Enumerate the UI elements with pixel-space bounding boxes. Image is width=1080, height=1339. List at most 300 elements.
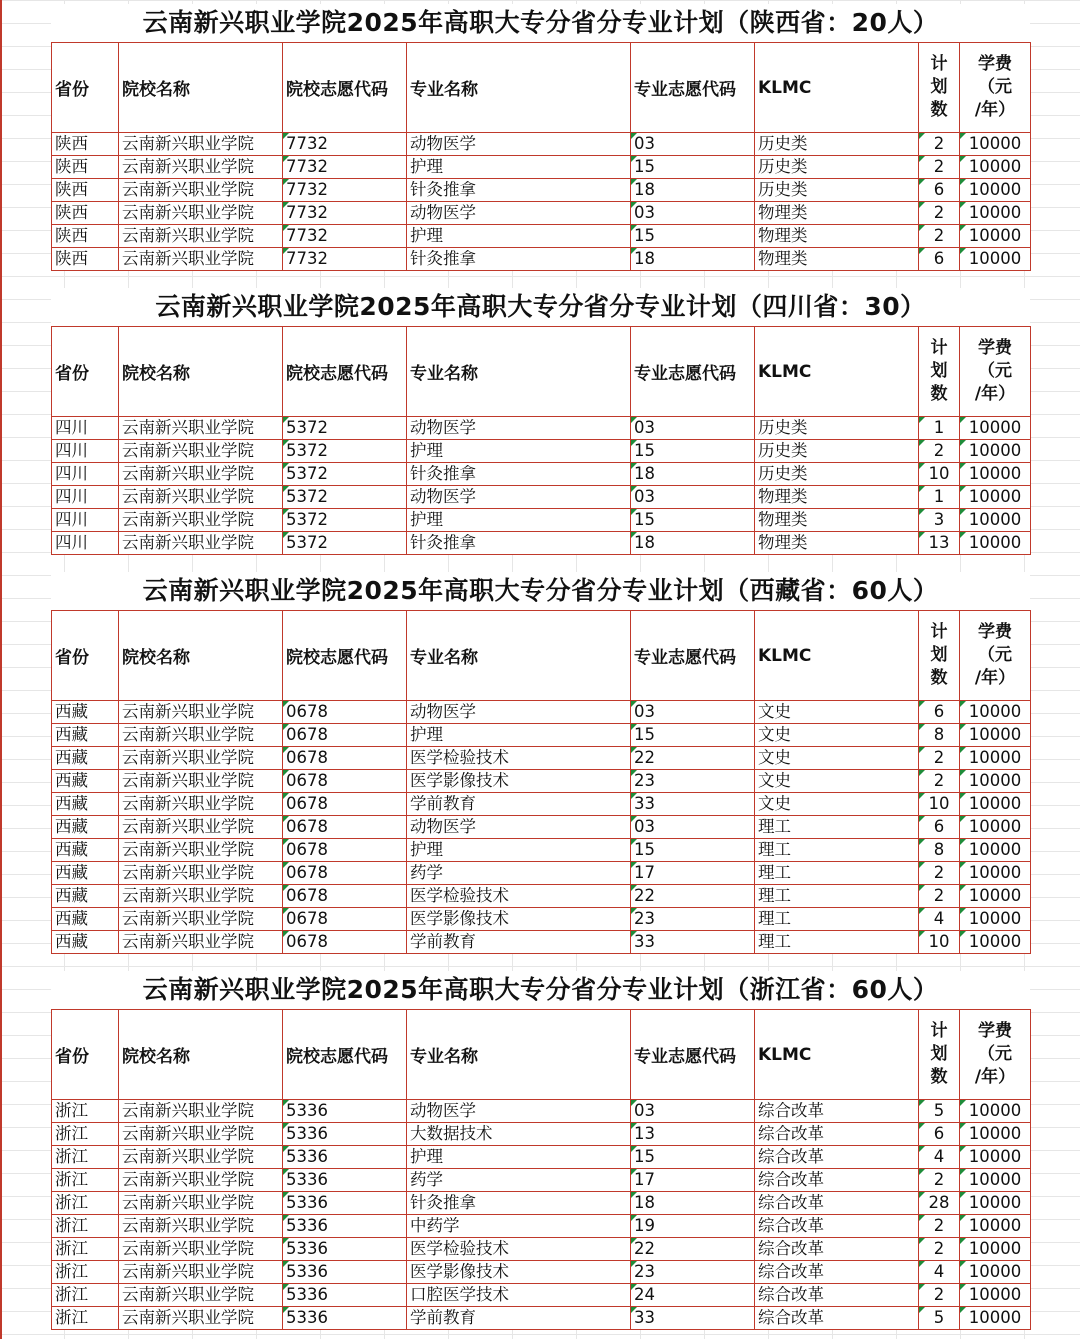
cell-major-name[interactable]: 医学影像技术	[407, 908, 631, 931]
cell-school-code[interactable]: 0678	[283, 816, 407, 839]
header-klmc[interactable]: KLMC	[755, 327, 919, 417]
header-province[interactable]: 省份	[52, 43, 119, 133]
cell-school-code[interactable]: 0678	[283, 908, 407, 931]
cell-klmc[interactable]: 历史类	[755, 440, 919, 463]
cell-klmc[interactable]: 理工	[755, 816, 919, 839]
header-school-code[interactable]: 院校志愿代码	[283, 1010, 407, 1100]
cell-province[interactable]: 四川	[52, 532, 119, 555]
cell-klmc[interactable]: 综合改革	[755, 1261, 919, 1284]
cell-province[interactable]: 西藏	[52, 701, 119, 724]
cell-school-name[interactable]: 云南新兴职业学院	[119, 862, 283, 885]
cell-province[interactable]: 西藏	[52, 747, 119, 770]
cell-province[interactable]: 四川	[52, 417, 119, 440]
cell-school-code[interactable]: 7732	[283, 202, 407, 225]
cell-major-code[interactable]: 15	[631, 724, 755, 747]
cell-plan-count[interactable]: 2	[919, 1215, 960, 1238]
cell-school-name[interactable]: 云南新兴职业学院	[119, 839, 283, 862]
cell-tuition[interactable]: 10000	[960, 1238, 1031, 1261]
cell-major-code[interactable]: 22	[631, 885, 755, 908]
cell-plan-count[interactable]: 4	[919, 1146, 960, 1169]
cell-major-name[interactable]: 医学检验技术	[407, 747, 631, 770]
cell-major-name[interactable]: 医学影像技术	[407, 770, 631, 793]
cell-plan-count[interactable]: 2	[919, 885, 960, 908]
cell-school-code[interactable]: 0678	[283, 701, 407, 724]
cell-klmc[interactable]: 综合改革	[755, 1238, 919, 1261]
cell-klmc[interactable]: 文史	[755, 770, 919, 793]
cell-province[interactable]: 西藏	[52, 885, 119, 908]
header-klmc[interactable]: KLMC	[755, 611, 919, 701]
header-major-code[interactable]: 专业志愿代码	[631, 327, 755, 417]
cell-plan-count[interactable]: 6	[919, 816, 960, 839]
cell-major-code[interactable]: 18	[631, 532, 755, 555]
cell-province[interactable]: 陕西	[52, 133, 119, 156]
cell-major-code[interactable]: 15	[631, 509, 755, 532]
cell-province[interactable]: 陕西	[52, 202, 119, 225]
header-school-name[interactable]: 院校名称	[119, 1010, 283, 1100]
cell-province[interactable]: 西藏	[52, 931, 119, 954]
cell-plan-count[interactable]: 5	[919, 1100, 960, 1123]
header-plan-count[interactable]	[919, 1010, 960, 1100]
cell-school-name[interactable]: 云南新兴职业学院	[119, 908, 283, 931]
cell-plan-count[interactable]: 8	[919, 839, 960, 862]
cell-school-code[interactable]: 0678	[283, 931, 407, 954]
cell-major-name[interactable]: 口腔医学技术	[407, 1284, 631, 1307]
cell-klmc[interactable]: 理工	[755, 885, 919, 908]
cell-province[interactable]: 浙江	[52, 1307, 119, 1330]
cell-major-code[interactable]: 15	[631, 440, 755, 463]
cell-school-name[interactable]: 云南新兴职业学院	[119, 463, 283, 486]
cell-plan-count[interactable]: 2	[919, 862, 960, 885]
header-school-code[interactable]: 院校志愿代码	[283, 327, 407, 417]
cell-school-code[interactable]: 0678	[283, 862, 407, 885]
header-major-code[interactable]: 专业志愿代码	[631, 611, 755, 701]
cell-province[interactable]: 浙江	[52, 1284, 119, 1307]
cell-plan-count[interactable]: 6	[919, 179, 960, 202]
cell-school-name[interactable]: 云南新兴职业学院	[119, 1284, 283, 1307]
cell-major-code[interactable]: 18	[631, 179, 755, 202]
cell-major-code[interactable]: 18	[631, 248, 755, 271]
cell-major-name[interactable]: 医学影像技术	[407, 1261, 631, 1284]
cell-major-name[interactable]: 针灸推拿	[407, 179, 631, 202]
cell-school-code[interactable]: 7732	[283, 133, 407, 156]
cell-school-code[interactable]: 5336	[283, 1169, 407, 1192]
table-row	[52, 509, 1031, 532]
cell-major-name[interactable]: 动物医学	[407, 701, 631, 724]
cell-school-name[interactable]: 云南新兴职业学院	[119, 701, 283, 724]
cell-major-code[interactable]: 23	[631, 770, 755, 793]
cell-klmc[interactable]: 综合改革	[755, 1169, 919, 1192]
cell-klmc[interactable]: 综合改革	[755, 1100, 919, 1123]
cell-major-code[interactable]: 22	[631, 747, 755, 770]
cell-province[interactable]: 西藏	[52, 793, 119, 816]
cell-major-name[interactable]: 药学	[407, 862, 631, 885]
header-klmc[interactable]: KLMC	[755, 1010, 919, 1100]
cell-province[interactable]: 西藏	[52, 839, 119, 862]
cell-school-name[interactable]: 云南新兴职业学院	[119, 770, 283, 793]
cell-school-code[interactable]: 5372	[283, 463, 407, 486]
cell-tuition[interactable]: 10000	[960, 532, 1031, 555]
cell-school-name[interactable]: 云南新兴职业学院	[119, 509, 283, 532]
cell-klmc[interactable]: 历史类	[755, 463, 919, 486]
cell-school-code[interactable]: 5372	[283, 417, 407, 440]
cell-plan-count[interactable]: 2	[919, 747, 960, 770]
cell-tuition[interactable]: 10000	[960, 724, 1031, 747]
cell-tuition[interactable]: 10000	[960, 486, 1031, 509]
cell-plan-count[interactable]: 2	[919, 770, 960, 793]
header-line: （元	[978, 1044, 1012, 1064]
cell-school-code[interactable]: 5336	[283, 1192, 407, 1215]
cell-tuition[interactable]: 10000	[960, 156, 1031, 179]
cell-major-name[interactable]: 针灸推拿	[407, 248, 631, 271]
cell-school-code[interactable]: 5336	[283, 1123, 407, 1146]
table-row	[52, 1146, 1031, 1169]
cell-tuition[interactable]: 10000	[960, 463, 1031, 486]
cell-tuition[interactable]: 10000	[960, 1169, 1031, 1192]
cell-plan-count[interactable]: 10	[919, 463, 960, 486]
cell-klmc[interactable]: 历史类	[755, 417, 919, 440]
cell-plan-count[interactable]: 6	[919, 248, 960, 271]
header-major-name[interactable]: 专业名称	[407, 611, 631, 701]
cell-klmc[interactable]: 历史类	[755, 133, 919, 156]
cell-plan-count[interactable]: 2	[919, 202, 960, 225]
cell-klmc[interactable]: 历史类	[755, 179, 919, 202]
cell-school-name[interactable]: 云南新兴职业学院	[119, 532, 283, 555]
cell-school-code[interactable]: 5372	[283, 486, 407, 509]
cell-major-code[interactable]: 33	[631, 793, 755, 816]
cell-klmc[interactable]: 文史	[755, 793, 919, 816]
cell-klmc[interactable]: 综合改革	[755, 1307, 919, 1330]
cell-plan-count[interactable]: 1	[919, 486, 960, 509]
cell-tuition[interactable]: 10000	[960, 770, 1031, 793]
cell-major-code[interactable]: 03	[631, 417, 755, 440]
cell-major-name[interactable]: 药学	[407, 1169, 631, 1192]
cell-major-code[interactable]: 18	[631, 463, 755, 486]
cell-major-code[interactable]: 03	[631, 1100, 755, 1123]
cell-klmc[interactable]: 理工	[755, 862, 919, 885]
cell-school-name[interactable]: 云南新兴职业学院	[119, 179, 283, 202]
cell-province[interactable]: 西藏	[52, 816, 119, 839]
cell-school-code[interactable]: 0678	[283, 839, 407, 862]
cell-plan-count[interactable]: 8	[919, 724, 960, 747]
cell-tuition[interactable]: 10000	[960, 862, 1031, 885]
cell-school-code[interactable]: 5336	[283, 1284, 407, 1307]
cell-province[interactable]: 陕西	[52, 248, 119, 271]
cell-tuition[interactable]: 10000	[960, 793, 1031, 816]
cell-school-name[interactable]: 云南新兴职业学院	[119, 747, 283, 770]
cell-klmc[interactable]: 物理类	[755, 486, 919, 509]
cell-school-name[interactable]: 云南新兴职业学院	[119, 885, 283, 908]
cell-plan-count[interactable]: 10	[919, 793, 960, 816]
cell-province[interactable]: 四川	[52, 509, 119, 532]
cell-plan-count[interactable]: 2	[919, 225, 960, 248]
header-tuition[interactable]	[960, 611, 1031, 701]
header-school-code[interactable]: 院校志愿代码	[283, 43, 407, 133]
cell-major-name[interactable]: 动物医学	[407, 417, 631, 440]
cell-school-code[interactable]: 5336	[283, 1238, 407, 1261]
header-major-code[interactable]: 专业志愿代码	[631, 1010, 755, 1100]
header-major-code[interactable]: 专业志愿代码	[631, 43, 755, 133]
cell-school-name[interactable]: 云南新兴职业学院	[119, 133, 283, 156]
cell-plan-count[interactable]: 5	[919, 1307, 960, 1330]
cell-plan-count[interactable]: 4	[919, 908, 960, 931]
cell-school-code[interactable]: 5336	[283, 1307, 407, 1330]
cell-school-name[interactable]: 云南新兴职业学院	[119, 1238, 283, 1261]
cell-plan-count[interactable]: 28	[919, 1192, 960, 1215]
cell-plan-count[interactable]: 2	[919, 1169, 960, 1192]
header-line: 学费	[978, 1021, 1012, 1041]
cell-tuition[interactable]: 10000	[960, 509, 1031, 532]
cell-tuition[interactable]: 10000	[960, 179, 1031, 202]
header-province[interactable]: 省份	[52, 327, 119, 417]
cell-klmc[interactable]: 理工	[755, 931, 919, 954]
cell-major-name[interactable]: 动物医学	[407, 202, 631, 225]
cell-school-name[interactable]: 云南新兴职业学院	[119, 816, 283, 839]
cell-tuition[interactable]: 10000	[960, 133, 1031, 156]
cell-major-name[interactable]: 护理	[407, 509, 631, 532]
cell-school-name[interactable]: 云南新兴职业学院	[119, 931, 283, 954]
cell-tuition[interactable]: 10000	[960, 248, 1031, 271]
cell-major-name[interactable]: 大数据技术	[407, 1123, 631, 1146]
cell-major-name[interactable]: 学前教育	[407, 931, 631, 954]
cell-major-name[interactable]: 针灸推拿	[407, 463, 631, 486]
cell-klmc[interactable]: 物理类	[755, 248, 919, 271]
cell-plan-count[interactable]: 2	[919, 1238, 960, 1261]
cell-province[interactable]: 四川	[52, 463, 119, 486]
cell-province[interactable]: 浙江	[52, 1169, 119, 1192]
cell-province[interactable]: 西藏	[52, 908, 119, 931]
cell-major-code[interactable]: 13	[631, 1123, 755, 1146]
cell-school-code[interactable]: 7732	[283, 225, 407, 248]
cell-school-name[interactable]: 云南新兴职业学院	[119, 1100, 283, 1123]
cell-tuition[interactable]: 10000	[960, 816, 1031, 839]
cell-major-name[interactable]: 动物医学	[407, 133, 631, 156]
cell-tuition[interactable]: 10000	[960, 1123, 1031, 1146]
cell-tuition[interactable]: 10000	[960, 1192, 1031, 1215]
cell-province[interactable]: 陕西	[52, 179, 119, 202]
cell-major-code[interactable]: 03	[631, 816, 755, 839]
cell-major-code[interactable]: 03	[631, 486, 755, 509]
cell-school-name[interactable]: 云南新兴职业学院	[119, 486, 283, 509]
cell-klmc[interactable]: 物理类	[755, 532, 919, 555]
cell-klmc[interactable]: 理工	[755, 908, 919, 931]
cell-tuition[interactable]: 10000	[960, 202, 1031, 225]
cell-province[interactable]: 浙江	[52, 1192, 119, 1215]
cell-major-name[interactable]: 动物医学	[407, 486, 631, 509]
cell-major-name[interactable]: 护理	[407, 1146, 631, 1169]
cell-major-code[interactable]: 17	[631, 862, 755, 885]
cell-tuition[interactable]: 10000	[960, 885, 1031, 908]
cell-major-code[interactable]: 23	[631, 908, 755, 931]
cell-school-name[interactable]: 云南新兴职业学院	[119, 1215, 283, 1238]
cell-major-name[interactable]: 针灸推拿	[407, 1192, 631, 1215]
header-plan-count[interactable]	[919, 611, 960, 701]
header-school-code[interactable]: 院校志愿代码	[283, 611, 407, 701]
cell-school-name[interactable]: 云南新兴职业学院	[119, 248, 283, 271]
cell-school-name[interactable]: 云南新兴职业学院	[119, 1261, 283, 1284]
cell-plan-count[interactable]: 6	[919, 701, 960, 724]
cell-major-code[interactable]: 23	[631, 1261, 755, 1284]
cell-school-name[interactable]: 云南新兴职业学院	[119, 202, 283, 225]
cell-province[interactable]: 浙江	[52, 1261, 119, 1284]
cell-school-code[interactable]: 5336	[283, 1100, 407, 1123]
cell-school-code[interactable]: 5336	[283, 1261, 407, 1284]
cell-major-code[interactable]: 15	[631, 839, 755, 862]
cell-major-code[interactable]: 33	[631, 931, 755, 954]
cell-school-code[interactable]: 0678	[283, 747, 407, 770]
cell-tuition[interactable]: 10000	[960, 1215, 1031, 1238]
cell-major-code[interactable]: 03	[631, 133, 755, 156]
cell-school-name[interactable]: 云南新兴职业学院	[119, 1123, 283, 1146]
header-province[interactable]: 省份	[52, 611, 119, 701]
cell-school-code[interactable]: 0678	[283, 770, 407, 793]
cell-school-name[interactable]: 云南新兴职业学院	[119, 793, 283, 816]
cell-major-code[interactable]: 03	[631, 701, 755, 724]
cell-school-name[interactable]: 云南新兴职业学院	[119, 156, 283, 179]
cell-major-name[interactable]: 动物医学	[407, 1100, 631, 1123]
cell-major-name[interactable]: 中药学	[407, 1215, 631, 1238]
cell-major-code[interactable]: 17	[631, 1169, 755, 1192]
cell-klmc[interactable]: 综合改革	[755, 1215, 919, 1238]
cell-klmc[interactable]: 文史	[755, 747, 919, 770]
cell-major-code[interactable]: 15	[631, 225, 755, 248]
cell-province[interactable]: 浙江	[52, 1123, 119, 1146]
cell-school-code[interactable]: 0678	[283, 793, 407, 816]
header-major-name[interactable]: 专业名称	[407, 1010, 631, 1100]
cell-province[interactable]: 浙江	[52, 1146, 119, 1169]
cell-tuition[interactable]: 10000	[960, 747, 1031, 770]
cell-province[interactable]: 浙江	[52, 1238, 119, 1261]
cell-klmc[interactable]: 物理类	[755, 202, 919, 225]
cell-tuition[interactable]: 10000	[960, 440, 1031, 463]
cell-major-code[interactable]: 18	[631, 1192, 755, 1215]
cell-plan-count[interactable]: 2	[919, 1284, 960, 1307]
cell-tuition[interactable]: 10000	[960, 931, 1031, 954]
header-klmc[interactable]: KLMC	[755, 43, 919, 133]
cell-plan-count[interactable]: 3	[919, 509, 960, 532]
cell-klmc[interactable]: 综合改革	[755, 1284, 919, 1307]
header-major-name[interactable]: 专业名称	[407, 43, 631, 133]
cell-tuition[interactable]: 10000	[960, 1284, 1031, 1307]
cell-school-name[interactable]: 云南新兴职业学院	[119, 440, 283, 463]
cell-school-name[interactable]: 云南新兴职业学院	[119, 225, 283, 248]
cell-tuition[interactable]: 10000	[960, 225, 1031, 248]
cell-school-code[interactable]: 0678	[283, 885, 407, 908]
cell-plan-count[interactable]: 6	[919, 1123, 960, 1146]
cell-province[interactable]: 西藏	[52, 862, 119, 885]
cell-school-code[interactable]: 5336	[283, 1215, 407, 1238]
cell-major-name[interactable]: 学前教育	[407, 793, 631, 816]
cell-school-code[interactable]: 7732	[283, 179, 407, 202]
cell-tuition[interactable]: 10000	[960, 701, 1031, 724]
cell-major-name[interactable]: 医学检验技术	[407, 1238, 631, 1261]
cell-school-name[interactable]: 云南新兴职业学院	[119, 1307, 283, 1330]
cell-school-code[interactable]: 5372	[283, 509, 407, 532]
header-school-name[interactable]: 院校名称	[119, 43, 283, 133]
cell-province[interactable]: 西藏	[52, 724, 119, 747]
cell-province[interactable]: 浙江	[52, 1100, 119, 1123]
cell-province[interactable]: 四川	[52, 486, 119, 509]
cell-province[interactable]: 西藏	[52, 770, 119, 793]
header-tuition[interactable]	[960, 43, 1031, 133]
cell-klmc[interactable]: 综合改革	[755, 1123, 919, 1146]
cell-major-code[interactable]: 15	[631, 156, 755, 179]
cell-major-name[interactable]: 护理	[407, 225, 631, 248]
cell-plan-count[interactable]: 2	[919, 156, 960, 179]
header-tuition[interactable]	[960, 327, 1031, 417]
cell-major-name[interactable]: 动物医学	[407, 816, 631, 839]
cell-tuition[interactable]: 10000	[960, 1100, 1031, 1123]
header-province[interactable]: 省份	[52, 1010, 119, 1100]
cell-klmc[interactable]: 综合改革	[755, 1146, 919, 1169]
header-major-name[interactable]: 专业名称	[407, 327, 631, 417]
cell-school-name[interactable]: 云南新兴职业学院	[119, 1192, 283, 1215]
header-school-name[interactable]: 院校名称	[119, 611, 283, 701]
cell-major-name[interactable]: 护理	[407, 724, 631, 747]
cell-major-name[interactable]: 医学检验技术	[407, 885, 631, 908]
cell-plan-count[interactable]: 1	[919, 417, 960, 440]
cell-province[interactable]: 浙江	[52, 1215, 119, 1238]
cell-major-name[interactable]: 护理	[407, 440, 631, 463]
cell-klmc[interactable]: 理工	[755, 839, 919, 862]
cell-major-name[interactable]: 针灸推拿	[407, 532, 631, 555]
cell-school-code[interactable]: 5336	[283, 1146, 407, 1169]
cell-klmc[interactable]: 历史类	[755, 156, 919, 179]
cell-klmc[interactable]: 综合改革	[755, 1192, 919, 1215]
cell-plan-count[interactable]: 2	[919, 440, 960, 463]
header-plan-count[interactable]	[919, 327, 960, 417]
cell-school-code[interactable]: 7732	[283, 248, 407, 271]
cell-major-code[interactable]: 24	[631, 1284, 755, 1307]
cell-tuition[interactable]: 10000	[960, 1146, 1031, 1169]
cell-major-name[interactable]: 护理	[407, 839, 631, 862]
cell-major-code[interactable]: 22	[631, 1238, 755, 1261]
cell-major-code[interactable]: 19	[631, 1215, 755, 1238]
cell-klmc[interactable]: 物理类	[755, 509, 919, 532]
cell-school-name[interactable]: 云南新兴职业学院	[119, 1169, 283, 1192]
cell-plan-count[interactable]: 13	[919, 532, 960, 555]
cell-tuition[interactable]: 10000	[960, 908, 1031, 931]
cell-plan-count[interactable]: 2	[919, 133, 960, 156]
cell-school-code[interactable]: 5372	[283, 440, 407, 463]
header-school-name[interactable]: 院校名称	[119, 327, 283, 417]
cell-klmc[interactable]: 物理类	[755, 225, 919, 248]
cell-major-code[interactable]: 33	[631, 1307, 755, 1330]
cell-klmc[interactable]: 文史	[755, 724, 919, 747]
cell-tuition[interactable]: 10000	[960, 417, 1031, 440]
cell-school-code[interactable]: 0678	[283, 724, 407, 747]
cell-tuition[interactable]: 10000	[960, 839, 1031, 862]
cell-plan-count[interactable]: 4	[919, 1261, 960, 1284]
cell-tuition[interactable]: 10000	[960, 1307, 1031, 1330]
cell-province[interactable]: 四川	[52, 440, 119, 463]
cell-school-code[interactable]: 7732	[283, 156, 407, 179]
cell-school-name[interactable]: 云南新兴职业学院	[119, 724, 283, 747]
header-plan-count[interactable]	[919, 43, 960, 133]
cell-major-name[interactable]: 学前教育	[407, 1307, 631, 1330]
cell-major-code[interactable]: 03	[631, 202, 755, 225]
cell-major-name[interactable]: 护理	[407, 156, 631, 179]
cell-klmc[interactable]: 文史	[755, 701, 919, 724]
cell-tuition[interactable]: 10000	[960, 1261, 1031, 1284]
cell-school-name[interactable]: 云南新兴职业学院	[119, 417, 283, 440]
cell-province[interactable]: 陕西	[52, 225, 119, 248]
cell-province[interactable]: 陕西	[52, 156, 119, 179]
cell-plan-count[interactable]: 10	[919, 931, 960, 954]
header-tuition[interactable]	[960, 1010, 1031, 1100]
cell-major-code[interactable]: 15	[631, 1146, 755, 1169]
cell-school-name[interactable]: 云南新兴职业学院	[119, 1146, 283, 1169]
cell-school-code[interactable]: 5372	[283, 532, 407, 555]
